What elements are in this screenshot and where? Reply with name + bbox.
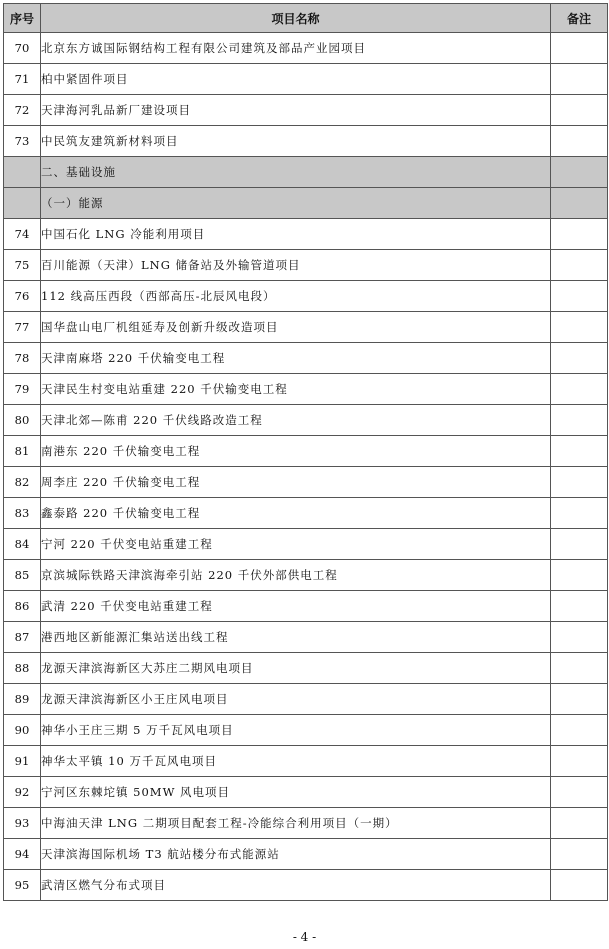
row-serial-number: 72 (4, 95, 41, 126)
row-serial-number (4, 157, 41, 188)
row-project-name: 龙源天津滨海新区大苏庄二期风电项目 (41, 653, 551, 684)
table-row (4, 126, 608, 157)
row-remarks (551, 219, 608, 250)
table-row (4, 529, 608, 560)
row-remarks (551, 188, 608, 219)
row-remarks (551, 467, 608, 498)
table-row (4, 33, 608, 64)
row-project-name: 武清区燃气分布式项目 (41, 870, 551, 901)
table-row (4, 467, 608, 498)
section-row (4, 188, 608, 219)
row-serial-number: 88 (4, 653, 41, 684)
row-remarks (551, 777, 608, 808)
table-row (4, 374, 608, 405)
row-project-name: 京滨城际铁路天津滨海牵引站 220 千伏外部供电工程 (41, 560, 551, 591)
row-serial-number: 78 (4, 343, 41, 374)
table-row (4, 715, 608, 746)
table-row (4, 560, 608, 591)
row-serial-number: 80 (4, 405, 41, 436)
section-title: 二、基础设施 (41, 157, 551, 188)
table-row (4, 746, 608, 777)
table-row (4, 405, 608, 436)
table-row (4, 653, 608, 684)
row-remarks (551, 33, 608, 64)
section-row (4, 157, 608, 188)
table-row (4, 839, 608, 870)
table-row (4, 622, 608, 653)
row-serial-number: 75 (4, 250, 41, 281)
row-serial-number: 87 (4, 622, 41, 653)
row-remarks (551, 126, 608, 157)
row-project-name: 柏中紧固件项目 (41, 64, 551, 95)
row-remarks (551, 684, 608, 715)
row-project-name: 中海油天津 LNG 二期项目配套工程-冷能综合利用项目（一期） (41, 808, 551, 839)
row-project-name: 神华太平镇 10 万千瓦风电项目 (41, 746, 551, 777)
row-remarks (551, 746, 608, 777)
row-project-name: 神华小王庄三期 5 万千瓦风电项目 (41, 715, 551, 746)
table-row (4, 219, 608, 250)
row-remarks (551, 64, 608, 95)
row-serial-number: 79 (4, 374, 41, 405)
row-remarks (551, 591, 608, 622)
row-project-name: 周李庄 220 千伏输变电工程 (41, 467, 551, 498)
row-serial-number: 93 (4, 808, 41, 839)
row-project-name: 天津南麻塔 220 千伏输变电工程 (41, 343, 551, 374)
row-serial-number: 91 (4, 746, 41, 777)
row-serial-number: 89 (4, 684, 41, 715)
row-project-name: 国华盘山电厂机组延寿及创新升级改造项目 (41, 312, 551, 343)
row-project-name: 112 线高压西段（西部高压-北辰风电段） (41, 281, 551, 312)
row-remarks (551, 405, 608, 436)
row-serial-number: 86 (4, 591, 41, 622)
row-remarks (551, 95, 608, 126)
row-serial-number: 94 (4, 839, 41, 870)
row-project-name: 鑫泰路 220 千伏输变电工程 (41, 498, 551, 529)
table-row (4, 281, 608, 312)
row-project-name: 天津民生村变电站重建 220 千伏输变电工程 (41, 374, 551, 405)
row-remarks (551, 157, 608, 188)
table-row (4, 64, 608, 95)
row-remarks (551, 808, 608, 839)
table-row (4, 870, 608, 901)
row-remarks (551, 529, 608, 560)
row-project-name: 武清 220 千伏变电站重建工程 (41, 591, 551, 622)
row-serial-number: 82 (4, 467, 41, 498)
row-serial-number: 74 (4, 219, 41, 250)
row-serial-number: 71 (4, 64, 41, 95)
table-row (4, 95, 608, 126)
row-serial-number (4, 188, 41, 219)
row-project-name: 龙源天津滨海新区小王庄风电项目 (41, 684, 551, 715)
row-remarks (551, 839, 608, 870)
page-number: - 4 - (292, 930, 317, 944)
row-project-name: 百川能源（天津）LNG 储备站及外输管道项目 (41, 250, 551, 281)
row-remarks (551, 436, 608, 467)
table-row (4, 591, 608, 622)
header-remarks: 备注 (551, 4, 608, 33)
header-serial-number: 序号 (4, 4, 41, 33)
table-row (4, 498, 608, 529)
row-serial-number: 95 (4, 870, 41, 901)
row-remarks (551, 281, 608, 312)
row-project-name: 中国石化 LNG 冷能利用项目 (41, 219, 551, 250)
row-serial-number: 83 (4, 498, 41, 529)
table-row (4, 684, 608, 715)
project-table (3, 3, 608, 901)
row-remarks (551, 715, 608, 746)
row-serial-number: 90 (4, 715, 41, 746)
section-title: （一）能源 (41, 188, 551, 219)
row-project-name: 港西地区新能源汇集站送出线工程 (41, 622, 551, 653)
row-serial-number: 77 (4, 312, 41, 343)
row-remarks (551, 653, 608, 684)
row-project-name: 中民筑友建筑新材料项目 (41, 126, 551, 157)
row-project-name: 宁河区东棘坨镇 50MW 风电项目 (41, 777, 551, 808)
row-serial-number: 84 (4, 529, 41, 560)
table-row (4, 808, 608, 839)
table-row (4, 250, 608, 281)
row-serial-number: 73 (4, 126, 41, 157)
row-remarks (551, 250, 608, 281)
row-remarks (551, 560, 608, 591)
row-project-name: 天津北郊—陈甫 220 千伏线路改造工程 (41, 405, 551, 436)
table-row (4, 343, 608, 374)
row-project-name: 北京东方诚国际钢结构工程有限公司建筑及部品产业园项目 (41, 33, 551, 64)
row-serial-number: 76 (4, 281, 41, 312)
row-project-name: 天津海河乳品新厂建设项目 (41, 95, 551, 126)
row-project-name: 宁河 220 千伏变电站重建工程 (41, 529, 551, 560)
row-serial-number: 81 (4, 436, 41, 467)
row-remarks (551, 343, 608, 374)
row-remarks (551, 622, 608, 653)
row-serial-number: 85 (4, 560, 41, 591)
table-row (4, 436, 608, 467)
row-remarks (551, 870, 608, 901)
table-row (4, 777, 608, 808)
row-project-name: 南港东 220 千伏输变电工程 (41, 436, 551, 467)
table-row (4, 312, 608, 343)
row-serial-number: 70 (4, 33, 41, 64)
header-project-name: 项目名称 (41, 4, 551, 33)
row-project-name: 天津滨海国际机场 T3 航站楼分布式能源站 (41, 839, 551, 870)
row-serial-number: 92 (4, 777, 41, 808)
row-remarks (551, 498, 608, 529)
row-remarks (551, 312, 608, 343)
table-header-row (4, 4, 608, 33)
row-remarks (551, 374, 608, 405)
